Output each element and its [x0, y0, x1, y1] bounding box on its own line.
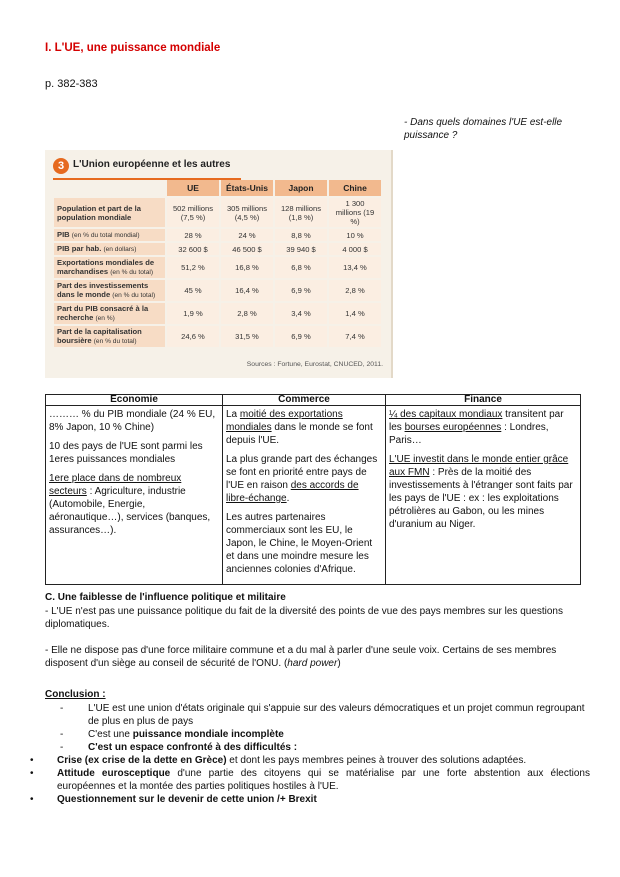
value-cell: 8,8 % — [275, 229, 327, 241]
row-label-text: Population et part de la population mondiale — [57, 203, 141, 222]
row-label-text: PIB — [57, 230, 70, 239]
section-heading: I. L'UE, une puissance mondiale — [45, 42, 221, 54]
row-label — [54, 229, 165, 241]
value-cell: 502 millions (7,5 %) — [167, 198, 219, 227]
conclusion-bullet-2-text — [57, 767, 590, 793]
com-exports-u: moitié des exportations mondiales — [226, 409, 343, 433]
powers-table — [45, 394, 581, 585]
table-row — [54, 257, 381, 278]
section-c-p2-a: - Elle ne dispose pas d'une force militaire commune et a du mal à parler d'une seule voix. Certains de ses membres disposent d'un siège au conseil de sécurité de l'ONU. ( — [45, 645, 557, 669]
value-cell: 6,8 % — [275, 257, 327, 278]
finance-cell — [386, 406, 581, 585]
conclusion-dash-2-bold: puissance mondiale incomplète — [132, 729, 284, 740]
com-exports — [226, 408, 382, 447]
row-label — [54, 243, 165, 255]
com-internal-a: La plus grande part des échanges se font en priorité entre pays de l'UE en raison — [226, 454, 378, 491]
fin-investment — [389, 453, 577, 531]
row-label-text: PIB par hab. — [57, 244, 102, 253]
row-label-note: (en % du total) — [112, 292, 156, 299]
com-exports-a: La — [226, 409, 240, 420]
value-cell: 6,9 % — [275, 326, 327, 347]
value-cell: 2,8 % — [329, 280, 381, 301]
fin-capital-a: transitent par les — [389, 409, 564, 433]
value-cell: 39 940 $ — [275, 243, 327, 255]
bullet-2-bold: Attitude eurosceptique — [57, 768, 171, 779]
section-c-paragraph-1: - L'UE n'est pas une puissance politique du fait de la diversité des points de vue des pays membres sur les questions diplomatiques. — [45, 606, 563, 630]
table-row — [54, 280, 381, 301]
fin-investment-u: L'UE investit dans le monde entier grâce aux FMN — [389, 454, 569, 478]
value-cell: 6,9 % — [275, 280, 327, 301]
row-label-text: Part des investissements dans le monde — [57, 281, 149, 299]
row-label-note: (en dollars) — [103, 246, 137, 253]
fin-investment-b: : Près de la moitié des investissements à l'étranger sont faits par les pays de l'UE : ex : les exploitations pétrolières au Gabon, ou les mines d'uranium au Niger. — [389, 467, 573, 530]
header-finance: Finance — [386, 395, 581, 406]
comparison-table — [52, 178, 383, 349]
value-cell: 3,4 % — [275, 303, 327, 324]
table-row — [54, 326, 381, 347]
com-internal-b: . — [286, 493, 290, 504]
value-cell: 4 000 $ — [329, 243, 381, 255]
eco-sectors-list: : Agriculture, industrie (Automobile, Energie, aéronautique…), services (banques, assurances…). — [49, 486, 211, 536]
column-header: Japon — [275, 180, 327, 196]
fin-capital-u2: bourses européennes — [404, 422, 502, 433]
guiding-question: - Dans quels domaines l'UE est-elle puissance ? — [404, 117, 563, 141]
economie-cell — [46, 406, 223, 585]
value-cell: 32 600 $ — [167, 243, 219, 255]
header-economie: Economie — [46, 395, 223, 406]
conclusion-dash-3 — [60, 741, 590, 754]
row-label-note: (en %) — [95, 315, 115, 322]
bullet-2-rest: d'une partie des citoyens qui se matérialise par une forte abstention aux élections européennes et la montée des parties politiques hostiles à l'UE. — [57, 768, 590, 792]
bullet-marker: • — [30, 755, 34, 766]
inset-source: Sources : Fortune, Eurostat, CNUCED, 2011. — [246, 361, 383, 368]
eco-sectors — [49, 472, 219, 537]
com-internal-trade — [226, 453, 382, 505]
value-cell: 46 500 $ — [221, 243, 273, 255]
table-row — [54, 198, 381, 227]
row-label — [54, 257, 165, 278]
table-row — [54, 303, 381, 324]
eco-top-powers: 10 des pays de l'UE sont parmi les 1eres puissances mondiales — [49, 441, 203, 465]
column-header: Chine — [329, 180, 381, 196]
row-label — [54, 198, 165, 227]
conclusion-dash-1 — [60, 702, 590, 728]
value-cell: 128 millions (1,8 %) — [275, 198, 327, 227]
textbook-table-image — [45, 150, 393, 378]
value-cell: 1,9 % — [167, 303, 219, 324]
conclusion-bullet-2 — [30, 767, 590, 793]
dash-marker: - — [60, 742, 64, 753]
row-label-text: Part de la capitalisation boursière — [57, 327, 142, 345]
value-cell: 16,4 % — [221, 280, 273, 301]
row-label-text: Exportations mondiales de marchandises — [57, 258, 155, 276]
value-cell: 1,4 % — [329, 303, 381, 324]
value-cell: 7,4 % — [329, 326, 381, 347]
eco-gdp-share: ……… % du PIB mondiale (24 % EU, 8% Japon, 10 % Chine) — [49, 409, 216, 433]
conclusion-dash-2-text — [88, 728, 590, 741]
conclusion-bullet-1 — [30, 754, 590, 767]
value-cell: 28 % — [167, 229, 219, 241]
value-cell: 305 millions (4,5 %) — [221, 198, 273, 227]
value-cell: 1 300 millions (19 %) — [329, 198, 381, 227]
document-number-badge: 3 — [53, 158, 69, 174]
value-cell: 2,8 % — [221, 303, 273, 324]
table-row — [54, 243, 381, 255]
fin-capital — [389, 408, 577, 447]
bullet-marker: • — [30, 794, 34, 805]
section-c-p2-b: ) — [337, 658, 341, 669]
value-cell: 45 % — [167, 280, 219, 301]
row-label-note: (en % du total) — [93, 338, 137, 345]
section-c-title: C. Une faiblesse de l'influence politique et militaire — [45, 592, 286, 603]
com-exports-b: dans le monde se font depuis l'UE. — [226, 422, 373, 446]
conclusion-dash-2-a: C'est une — [88, 729, 133, 740]
value-cell: 24,6 % — [167, 326, 219, 347]
commerce-cell — [223, 406, 386, 585]
conclusion-dash-1-text: L'UE est une union d'états originale qui s'appuie sur des valeurs démocratiques et un projet commun regroupant de plus en plus de pays — [88, 703, 585, 727]
corner-cell — [54, 180, 165, 196]
value-cell: 51,2 % — [167, 257, 219, 278]
eco-sectors-lead: 1ere place dans de nombreux secteurs — [49, 473, 182, 497]
row-label — [54, 326, 165, 347]
row-label-note: (en % du total mondial) — [71, 232, 140, 239]
column-header: États-Unis — [221, 180, 273, 196]
value-cell: 16,8 % — [221, 257, 273, 278]
bullet-1-rest: et dont les pays membres peines à trouver des solutions adaptées. — [226, 755, 527, 766]
conclusion-dash-3-text: C'est un espace confronté à des difficultés : — [88, 742, 298, 753]
com-partners: Les autres partenaires commerciaux sont les EU, le Japon, le Chine, le Moyen-Orient et dans une moindre mesure les anciennes colonies d'Afrique. — [226, 512, 373, 575]
row-label — [54, 303, 165, 324]
row-label — [54, 280, 165, 301]
com-internal-u: des accords de libre-échange — [226, 480, 359, 504]
page-reference: p. 382-383 — [45, 78, 98, 90]
row-label-text: Part du PIB consacré à la recherche — [57, 304, 149, 322]
value-cell: 24 % — [221, 229, 273, 241]
bullet-marker: • — [30, 768, 34, 779]
conclusion-bullet-3-text: Questionnement sur le devenir de cette union /+ Brexit — [57, 794, 317, 805]
row-label-note: (en % du total) — [110, 269, 154, 276]
section-c-p2-italic: hard power — [287, 658, 338, 669]
header-commerce: Commerce — [223, 395, 386, 406]
conclusion-bullet-3 — [30, 793, 590, 806]
value-cell: 10 % — [329, 229, 381, 241]
conclusion-dash-2 — [60, 728, 590, 741]
dash-marker: - — [60, 729, 64, 740]
fin-capital-u: ¼ des capitaux mondiaux — [389, 409, 503, 420]
inset-title: L'Union européenne et les autres — [73, 159, 231, 170]
fin-capital-b: : Londres, Paris… — [389, 422, 549, 446]
dash-marker: - — [60, 703, 64, 714]
value-cell: 31,5 % — [221, 326, 273, 347]
bullet-1-bold-2: (ex crise de la dette en Grèce) — [82, 755, 227, 766]
column-header: UE — [167, 180, 219, 196]
conclusion-bullet-1-text — [57, 754, 590, 767]
inset-header — [45, 158, 391, 176]
conclusion-title: Conclusion : — [45, 689, 106, 700]
section-c-paragraph-2 — [45, 644, 585, 670]
bullet-1-bold: Crise — [57, 755, 83, 766]
table-row — [54, 229, 381, 241]
value-cell: 13,4 % — [329, 257, 381, 278]
